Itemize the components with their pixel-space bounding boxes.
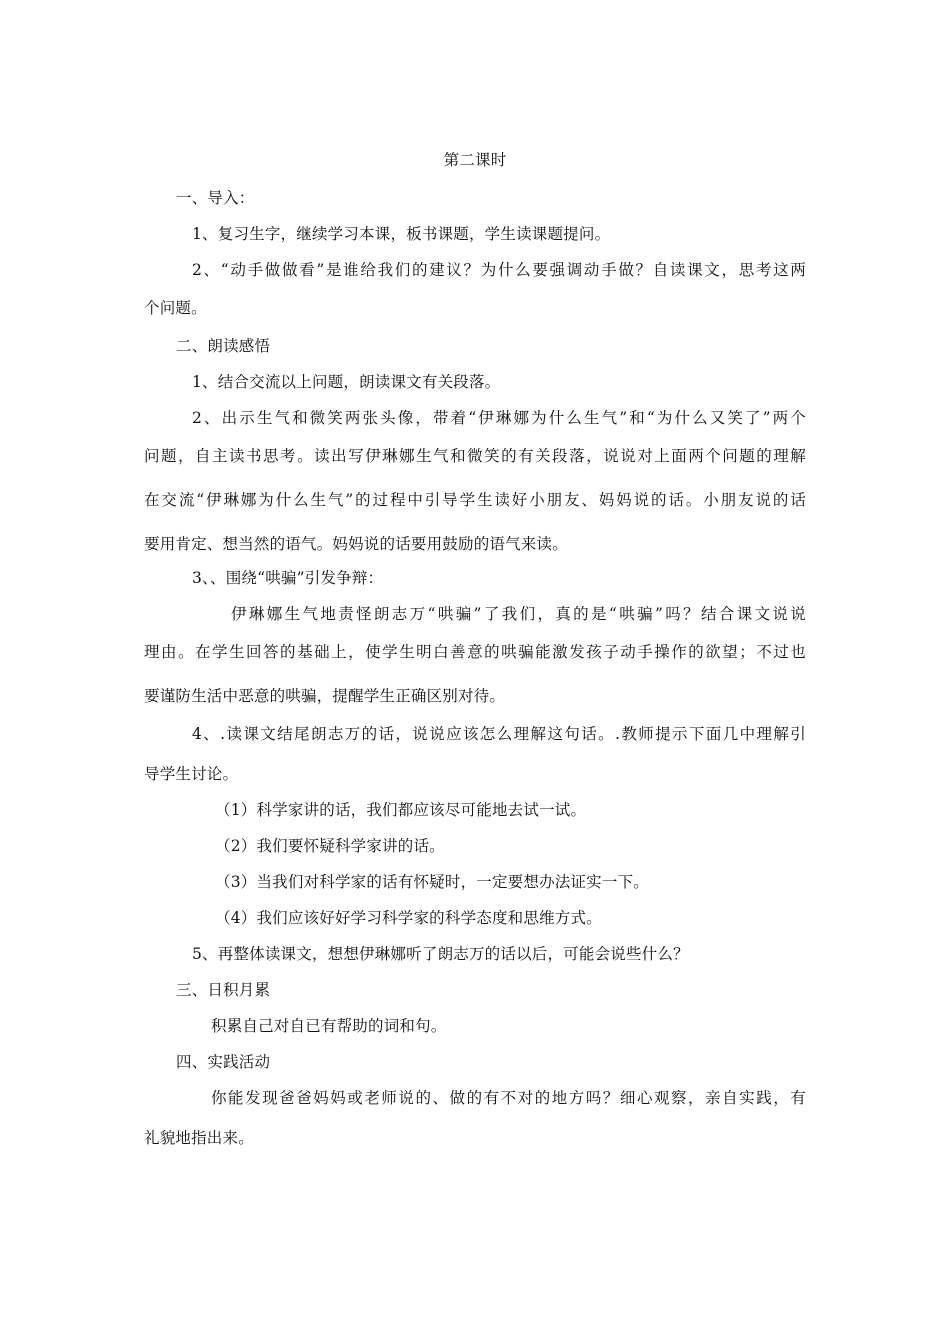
section-heading-reading: 二、朗读感悟 bbox=[176, 337, 271, 355]
paragraph-line: 1、复习生字，继续学习本课，板书课题，学生读课题提问。 bbox=[192, 225, 611, 243]
paragraph-line: 5、再整体读课文，想想伊琳娜听了朗志万的话以后，可能会说些什么？ bbox=[192, 945, 689, 963]
paragraph-line: 2、“动手做做看”是谁给我们的建议？为什么要强调动手做？自读课文，思考这两 bbox=[192, 261, 806, 279]
section-heading-accumulate: 三、日积月累 bbox=[176, 981, 271, 999]
list-item: （2）我们要怀疑科学家讲的话。 bbox=[215, 837, 445, 855]
paragraph-line: 1、结合交流以上问题，朗读课文有关段落。 bbox=[192, 373, 501, 391]
paragraph-line: 4、.读课文结尾朗志万的话，说说应该怎么理解这句话。.教师提示下面几中理解引 bbox=[192, 725, 806, 743]
paragraph-line: 伊琳娜生气地责怪朗志万“哄骗”了我们，真的是“哄骗”吗？结合课文说说 bbox=[231, 605, 806, 623]
section-heading-intro: 一、导入： bbox=[176, 189, 255, 207]
list-item: （1）科学家讲的话，我们都应该尽可能地去试一试。 bbox=[215, 801, 587, 819]
section-heading-practice: 四、实践活动 bbox=[176, 1053, 271, 1071]
paragraph-line: 礼貌地指出来。 bbox=[144, 1129, 254, 1147]
list-item: （3）当我们对科学家的话有怀疑时，一定要想办法证实一下。 bbox=[215, 873, 649, 891]
paragraph-line: 你能发现爸爸妈妈或老师说的、做的有不对的地方吗？细心观察，亲自实践，有 bbox=[211, 1089, 806, 1107]
paragraph-line: 导学生讨论。 bbox=[144, 765, 239, 783]
paragraph-line: 个问题。 bbox=[144, 299, 207, 317]
paragraph-line: 要用肯定、想当然的语气。妈妈说的话要用鼓励的语气来读。 bbox=[144, 535, 568, 553]
list-item: （4）我们应该好好学习科学家的科学态度和思维方式。 bbox=[215, 909, 602, 927]
paragraph-line: 在交流“伊琳娜为什么生气”的过程中引导学生读好小朋友、妈妈说的话。小朋友说的话 bbox=[144, 491, 806, 509]
paragraph-line: 积累自己对自已有帮助的词和句。 bbox=[211, 1017, 447, 1035]
paragraph-line: 要谨防生活中恶意的哄骗，提醒学生正确区别对待。 bbox=[144, 687, 506, 705]
paragraph-line: 问题，自主读书思考。读出写伊琳娜生气和微笑的有关段落，说说对上面两个问题的理解 bbox=[144, 447, 806, 465]
paragraph-line: 理由。在学生回答的基础上，使学生明白善意的哄骗能激发孩子动手操作的欲望；不过也 bbox=[144, 643, 806, 661]
paragraph-line: 3、、围绕“哄骗”引发争辩： bbox=[192, 569, 384, 587]
page-title: 第二课时 bbox=[443, 151, 507, 169]
paragraph-line: 2、出示生气和微笑两张头像，带着“伊琳娜为什么生气”和“为什么又笑了”两个 bbox=[192, 409, 806, 427]
